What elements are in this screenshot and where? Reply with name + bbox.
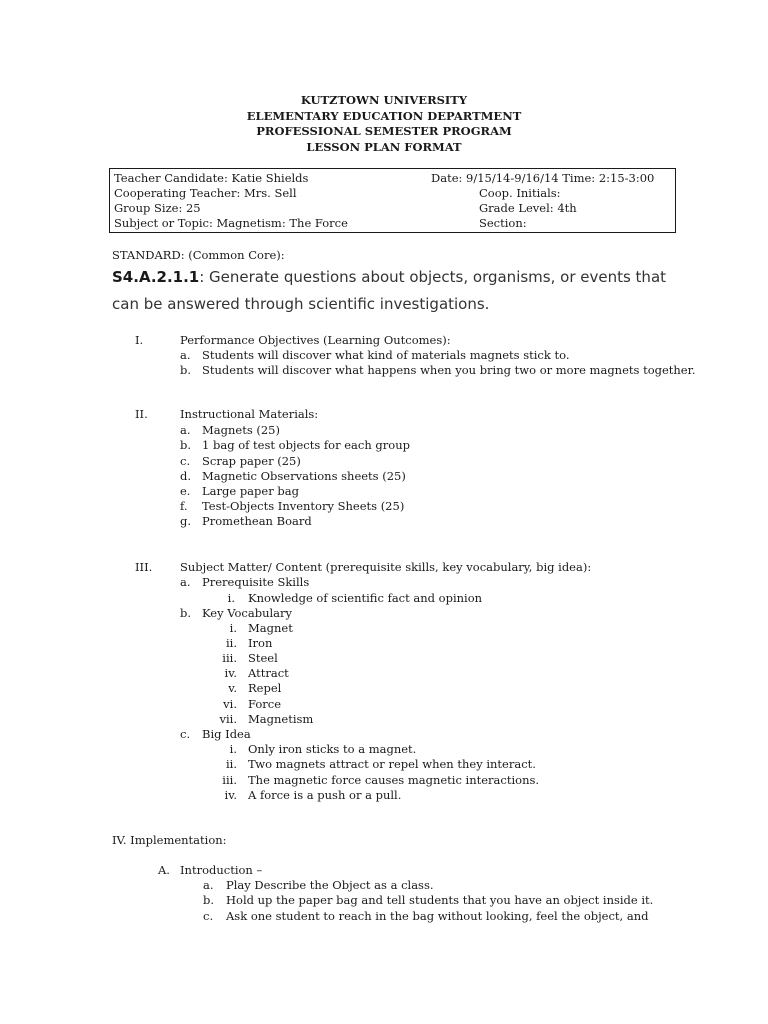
list-marker: A. [158,863,170,877]
list-marker: b. [180,606,192,620]
subsection-label: Introduction – [180,863,263,877]
list-marker: d. [180,469,192,483]
list-marker: c. [180,454,191,468]
list-marker: i. [227,591,235,605]
header-university: KUTZTOWN UNIVERSITY [300,93,468,107]
group-size: Group Size: 25 [114,201,201,215]
list-marker: ii. [225,757,237,771]
info-row [114,201,674,216]
list-item: Ask one student to reach in the bag without looking, feel the object, and [226,909,649,923]
list-marker: c. [180,727,191,741]
list-item: Students will discover what kind of materials magnets stick to. [202,348,570,362]
list-marker: vi. [223,697,237,711]
list-item: Magnetic Observations sheets (25) [202,469,406,483]
list-marker: a. [180,423,191,437]
standard-label: STANDARD: (Common Core): [112,248,285,262]
section-title: Subject Matter/ Content (prerequisite skills, key vocabulary, big idea): [180,560,592,574]
list-marker: b. [180,438,192,452]
list-item: Repel [248,681,282,695]
list-item: Large paper bag [202,484,299,498]
standard-description: : Generate questions about objects, organisms, or events that can be answered through scientific investigations. [112,268,667,313]
list-marker: iii. [222,773,237,787]
list-item: Scrap paper (25) [202,454,301,468]
list-marker: a. [203,878,214,892]
list-item: Only iron sticks to a magnet. [248,742,417,756]
list-item: Iron [248,636,273,650]
list-marker: i. [229,621,237,635]
list-item: Test-Objects Inventory Sheets (25) [202,499,405,513]
list-marker: i. [229,742,237,756]
teacher-candidate: Teacher Candidate: Katie Shields [114,171,309,185]
list-item: Promethean Board [202,514,312,528]
info-row [114,171,674,186]
list-marker: vii. [219,712,237,726]
list-item: Knowledge of scientific fact and opinion [248,591,483,605]
list-marker: g. [180,514,192,528]
coop-initials: Coop. Initials: [479,186,561,200]
section-title: Instructional Materials: [180,407,319,421]
list-item: Play Describe the Object as a class. [226,878,434,892]
list-marker: iv. [224,788,237,802]
header-format: LESSON PLAN FORMAT [306,139,462,154]
list-marker: iii. [222,651,237,665]
header-program: PROFESSIONAL SEMESTER PROGRAM [256,124,512,138]
list-item: Steel [248,651,278,665]
list-marker: v. [228,681,237,695]
info-row [114,216,674,231]
list-marker: b. [203,893,215,907]
list-marker: c. [203,909,214,923]
list-marker: f. [180,499,188,513]
header-department: ELEMENTARY EDUCATION DEPARTMENT [246,108,522,123]
list-item: Force [248,697,282,711]
subsection-label: Big Idea [202,727,251,741]
info-table [109,168,676,233]
list-item: Hold up the paper bag and tell students that you have an object inside it. [226,893,654,907]
section-numeral: III. [135,560,153,574]
section-numeral: I. [135,333,144,347]
section-field: Section: [479,216,527,230]
section-title: Performance Objectives (Learning Outcomes): [180,333,451,347]
date-time: Date: 9/15/14-9/16/14 Time: 2:15-3:00 [431,171,655,185]
list-item: Magnet [248,621,293,635]
list-marker: e. [180,484,191,498]
list-marker: b. [180,363,192,377]
subsection-label: Prerequisite Skills [202,575,310,589]
list-item: Attract [248,666,289,680]
standard-code: S4.A.2.1.1 [112,268,200,286]
info-row [114,186,674,201]
standard-statement [112,264,672,318]
cooperating-teacher: Cooperating Teacher: Mrs. Sell [114,186,297,200]
list-marker: ii. [225,636,237,650]
list-item: Magnets (25) [202,423,280,437]
list-item: Two magnets attract or repel when they interact. [248,757,536,771]
subsection-label: Key Vocabulary [202,606,293,620]
grade-level: Grade Level: 4th [479,201,577,215]
subject-topic: Subject or Topic: Magnetism: The Force [114,216,348,230]
list-item: Magnetism [248,712,314,726]
section-numeral: II. [135,407,148,421]
list-marker: a. [180,348,191,362]
list-item: A force is a push or a pull. [248,788,402,802]
section-heading: IV. Implementation: [112,833,227,847]
list-item: The magnetic force causes magnetic interactions. [248,773,540,787]
list-item: Students will discover what happens when you bring two or more magnets together. [202,363,696,377]
list-item: 1 bag of test objects for each group [202,438,410,452]
list-marker: a. [180,575,191,589]
document-header [0,93,768,155]
list-marker: iv. [224,666,237,680]
